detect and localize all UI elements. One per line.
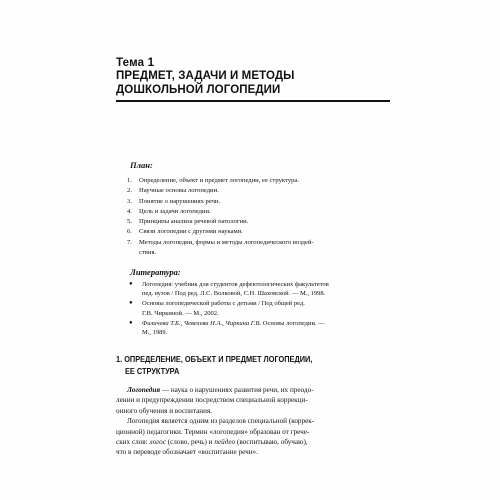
chapter-title-line: ДОШКОЛЬНОЙ ЛОГОПЕДИИ [116,83,281,96]
plan-item: 6. Связи логопедии с другими науками. [127,228,243,236]
chapter-number: Тема 1 [116,57,155,69]
term-logopedia: Логопедия [127,386,161,394]
literature-list [129,280,391,338]
plan-item: 4. Цель и задачи логопедии. [127,207,211,215]
body-text: Логопедия — наука о нарушениях развития речи, их преодо- лении и предупреждении посредством специальной коррекци- онного обучения и воспитания. Логопедия является одним из разделов специальной (коррек- ционной) педагогики. Термин «логопедия» образован от грече- ских слов: логос (слово, речь) и пейдео (воспитываю, обучаю), что в переводе обозначает «воспитание речи». [116,385,388,458]
literature-heading: Литература: [130,267,181,277]
section-heading: 1. ОПРЕДЕЛЕНИЕ, ОБЪЕКТ И ПРЕДМЕТ ЛОГОПЕДИИ, ЕЕ СТРУКТУРА [116,355,313,376]
bullet-icon: ● [129,300,133,307]
literature-item: ● Филичева Т.Б., Чевелева Н.А., Чиркина Г.В. Основы логопедии. — М., 1989. [129,319,325,337]
literature-item: ● Логопедия: учебник для студентов дефектологических факультетов пед. вузов / Под ред. Л.С. Волковой, С.Н. Шаховской. — М., 1998. [129,281,329,298]
plan-item: 1. Определение, объект и предмет логопедии, ее структура. [127,177,299,184]
chapter-header [116,57,446,97]
literature-authors: Филичева Т.Б., Чевелева Н.А., Чиркина Г.В. [142,319,262,327]
bullet-icon: ● [129,281,133,287]
bullet-icon: ● [129,319,133,326]
paragraph: Логопедия является одним из разделов специальной (коррек- [127,417,315,426]
plan-item: 3. Понятие о нарушениях речи. [127,197,221,205]
plan-list [127,176,387,258]
plan-heading: План: [130,160,153,170]
literature-item: ● Основы логопедической работы с детьми / Под общей ред. Г.В. Чиркиной. — М., 2002. [129,300,305,317]
paragraph: Логопедия — наука о нарушениях развития речи, их преодо- [127,386,314,394]
chapter-title-line: ПРЕДМЕТ, ЗАДАЧИ И МЕТОДЫ [116,70,295,82]
chapter-underline [116,100,390,102]
plan-item: 2. Научные основы логопедии. [127,187,219,195]
chapter-title [116,70,446,97]
plan-item: 5. Принципы анализа речевой патологии. [127,218,249,226]
plan-item: 7. Методы логопедии, формы и методы логопедического воздей- ствия. [127,238,314,257]
